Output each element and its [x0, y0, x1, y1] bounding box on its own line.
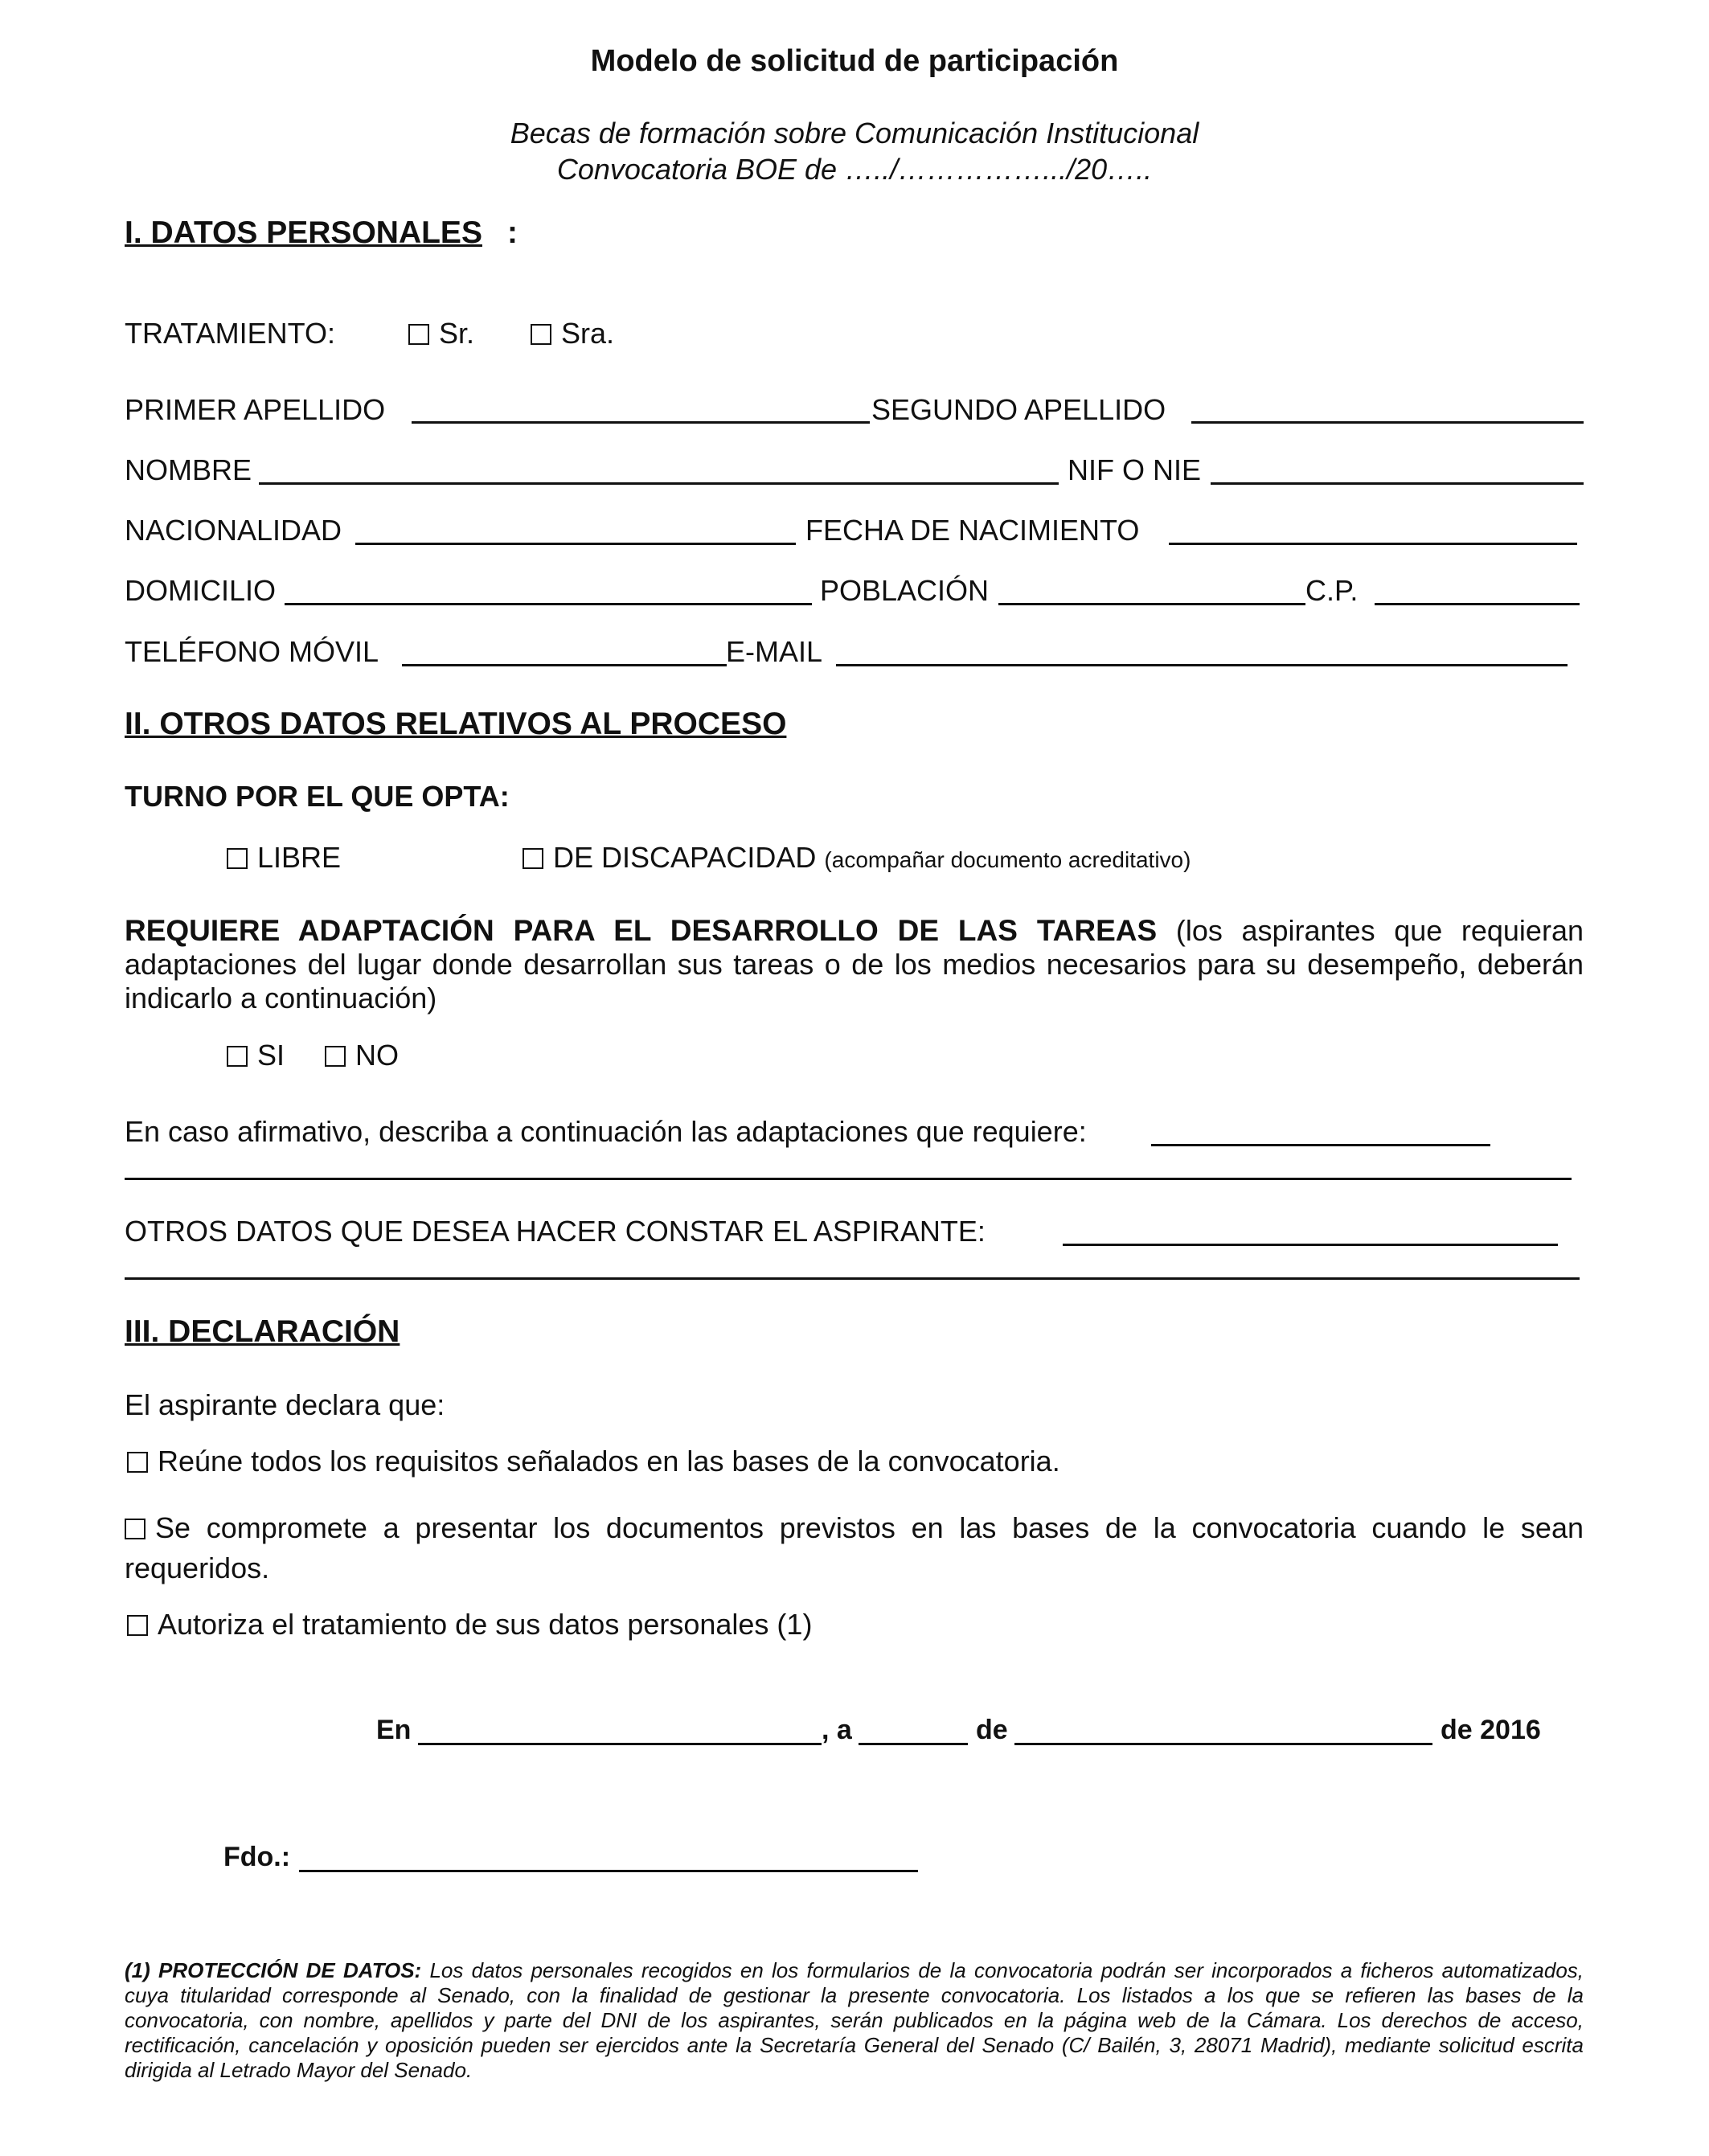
discapacidad-note: (acompañar documento acreditativo)	[824, 847, 1191, 872]
otros-datos-label: OTROS DATOS QUE DESEA HACER CONSTAR EL ASPIRANTE:	[125, 1215, 986, 1248]
discapacidad-label: DE DISCAPACIDAD	[553, 841, 817, 874]
page-title: Modelo de solicitud de participación	[590, 44, 1119, 78]
nombre-field[interactable]	[259, 482, 1059, 485]
turno-label: TURNO POR EL QUE OPTA:	[125, 780, 510, 813]
footnote-text: Los datos personales recogidos en los formularios de la convocatoria podrán ser incorporados a ficheros automatizados, cuya titularidad corresponde al Senado, con la finalidad de gestionar la presente convocatoria. Los listados a los que se refieren las bases de la convocatoria, con nombre, apellidos y parte del DNI de los aspirantes, serán publicados en la página web de la Cámara. Los derechos de acceso, rectificación, cancelación y oposición pueden ser ejercidos ante la Secretaría General del Senado (C/ Bailén, 3, 28071 Madrid), mediante solicitud escrita dirigida al Letrado Mayor del Senado.	[125, 1958, 1584, 2082]
nombre-label: NOMBRE	[125, 453, 252, 486]
discapacidad-checkbox[interactable]	[523, 848, 543, 869]
no-checkbox[interactable]	[325, 1046, 346, 1067]
option-si[interactable]	[227, 1039, 285, 1072]
decl3-checkbox[interactable]	[127, 1615, 148, 1636]
declaracion-item-3[interactable]	[127, 1608, 812, 1642]
domicilio-label: DOMICILIO	[125, 574, 277, 607]
option-sra[interactable]	[531, 317, 614, 350]
lugar-en-label: En	[376, 1715, 412, 1745]
afirmativo-field-line2[interactable]	[125, 1178, 1572, 1180]
section-declaracion-heading: III. DECLARACIÓN	[125, 1314, 400, 1349]
afirmativo-field[interactable]	[1151, 1144, 1490, 1146]
declaracion-item-1[interactable]	[127, 1445, 1060, 1478]
option-sr[interactable]	[408, 317, 474, 350]
adaptacion-paragraph	[125, 914, 1584, 1015]
fecha-a-label: , a	[822, 1715, 852, 1745]
fecha-year-label: de 2016	[1441, 1715, 1541, 1745]
option-no[interactable]	[325, 1039, 399, 1072]
lugar-field[interactable]	[418, 1743, 822, 1745]
poblacion-label: POBLACIÓN	[820, 574, 990, 607]
email-field[interactable]	[836, 664, 1568, 666]
firma-label: Fdo.:	[223, 1842, 291, 1872]
subtitle-convocatoria: Convocatoria BOE de …../…………….../20…..	[556, 153, 1153, 186]
sra-checkbox[interactable]	[531, 324, 551, 345]
option-libre[interactable]	[227, 841, 341, 875]
decl1-text: Reúne todos los requisitos señalados en las bases de la convocatoria.	[158, 1445, 1060, 1478]
firma-field[interactable]	[299, 1870, 918, 1872]
email-label: E-MAIL	[726, 635, 823, 668]
si-checkbox[interactable]	[227, 1046, 248, 1067]
segundo-apellido-label: SEGUNDO APELLIDO	[871, 393, 1166, 426]
libre-label: LIBRE	[257, 841, 342, 874]
si-label: SI	[257, 1039, 285, 1072]
footnote-heading: (1) PROTECCIÓN DE DATOS:	[125, 1958, 422, 1982]
decl2-text: Se compromete a presentar los documentos previstos en las bases de la convocatoria cuando le sean requeridos.	[125, 1511, 1584, 1584]
adaptacion-heading: REQUIERE ADAPTACIÓN PARA EL DESARROLLO DE LAS TAREAS	[125, 914, 1158, 947]
option-discapacidad[interactable]	[523, 841, 1191, 875]
primer-apellido-field[interactable]	[412, 421, 870, 424]
otros-datos-field[interactable]	[1063, 1244, 1558, 1246]
libre-checkbox[interactable]	[227, 848, 248, 869]
nacionalidad-label: NACIONALIDAD	[125, 514, 342, 547]
fecha-de-label: de	[976, 1715, 1008, 1745]
nacionalidad-field[interactable]	[355, 543, 796, 545]
nif-field[interactable]	[1211, 482, 1584, 485]
sr-checkbox[interactable]	[408, 324, 429, 345]
fecha-nacimiento-label: FECHA DE NACIMIENTO	[805, 514, 1140, 547]
sra-label: Sra.	[561, 317, 615, 350]
subtitle-becas: Becas de formación sobre Comunicación Institucional	[510, 117, 1199, 150]
no-label: NO	[355, 1039, 399, 1072]
mes-field[interactable]	[1014, 1743, 1432, 1745]
nif-label: NIF O NIE	[1068, 453, 1202, 486]
tratamiento-label: TRATAMIENTO:	[125, 317, 336, 350]
section-datos-personales-heading: I. DATOS PERSONALES	[125, 215, 482, 250]
decl2-checkbox[interactable]	[125, 1519, 145, 1539]
declaracion-item-2[interactable]	[125, 1508, 1584, 1588]
poblacion-field[interactable]	[998, 603, 1305, 605]
segundo-apellido-field[interactable]	[1191, 421, 1584, 424]
domicilio-field[interactable]	[285, 603, 812, 605]
cp-label: C.P.	[1305, 574, 1359, 607]
dia-field[interactable]	[859, 1743, 968, 1745]
telefono-field[interactable]	[402, 664, 727, 666]
adaptacion-text: (los aspirantes que requieran adaptaciones del lugar donde desarrollan sus tareas o de los medios necesarios para su desempeño, deberán indicarlo a continuación)	[125, 914, 1584, 1014]
cp-field[interactable]	[1375, 603, 1580, 605]
declaracion-intro: El aspirante declara que:	[125, 1388, 445, 1421]
section-otros-datos-heading: II. OTROS DATOS RELATIVOS AL PROCESO	[125, 707, 787, 741]
primer-apellido-label: PRIMER APELLIDO	[125, 393, 386, 426]
sr-label: Sr.	[439, 317, 475, 350]
fecha-nacimiento-field[interactable]	[1169, 543, 1577, 545]
proteccion-datos-footnote	[125, 1958, 1584, 2083]
afirmativo-label: En caso afirmativo, describa a continuación las adaptaciones que requiere:	[125, 1115, 1087, 1148]
heading-colon: :	[507, 215, 518, 250]
otros-datos-field-line2[interactable]	[125, 1277, 1580, 1280]
telefono-label: TELÉFONO MÓVIL	[125, 635, 379, 668]
decl1-checkbox[interactable]	[127, 1452, 148, 1473]
decl3-text: Autoriza el tratamiento de sus datos personales (1)	[158, 1608, 813, 1641]
